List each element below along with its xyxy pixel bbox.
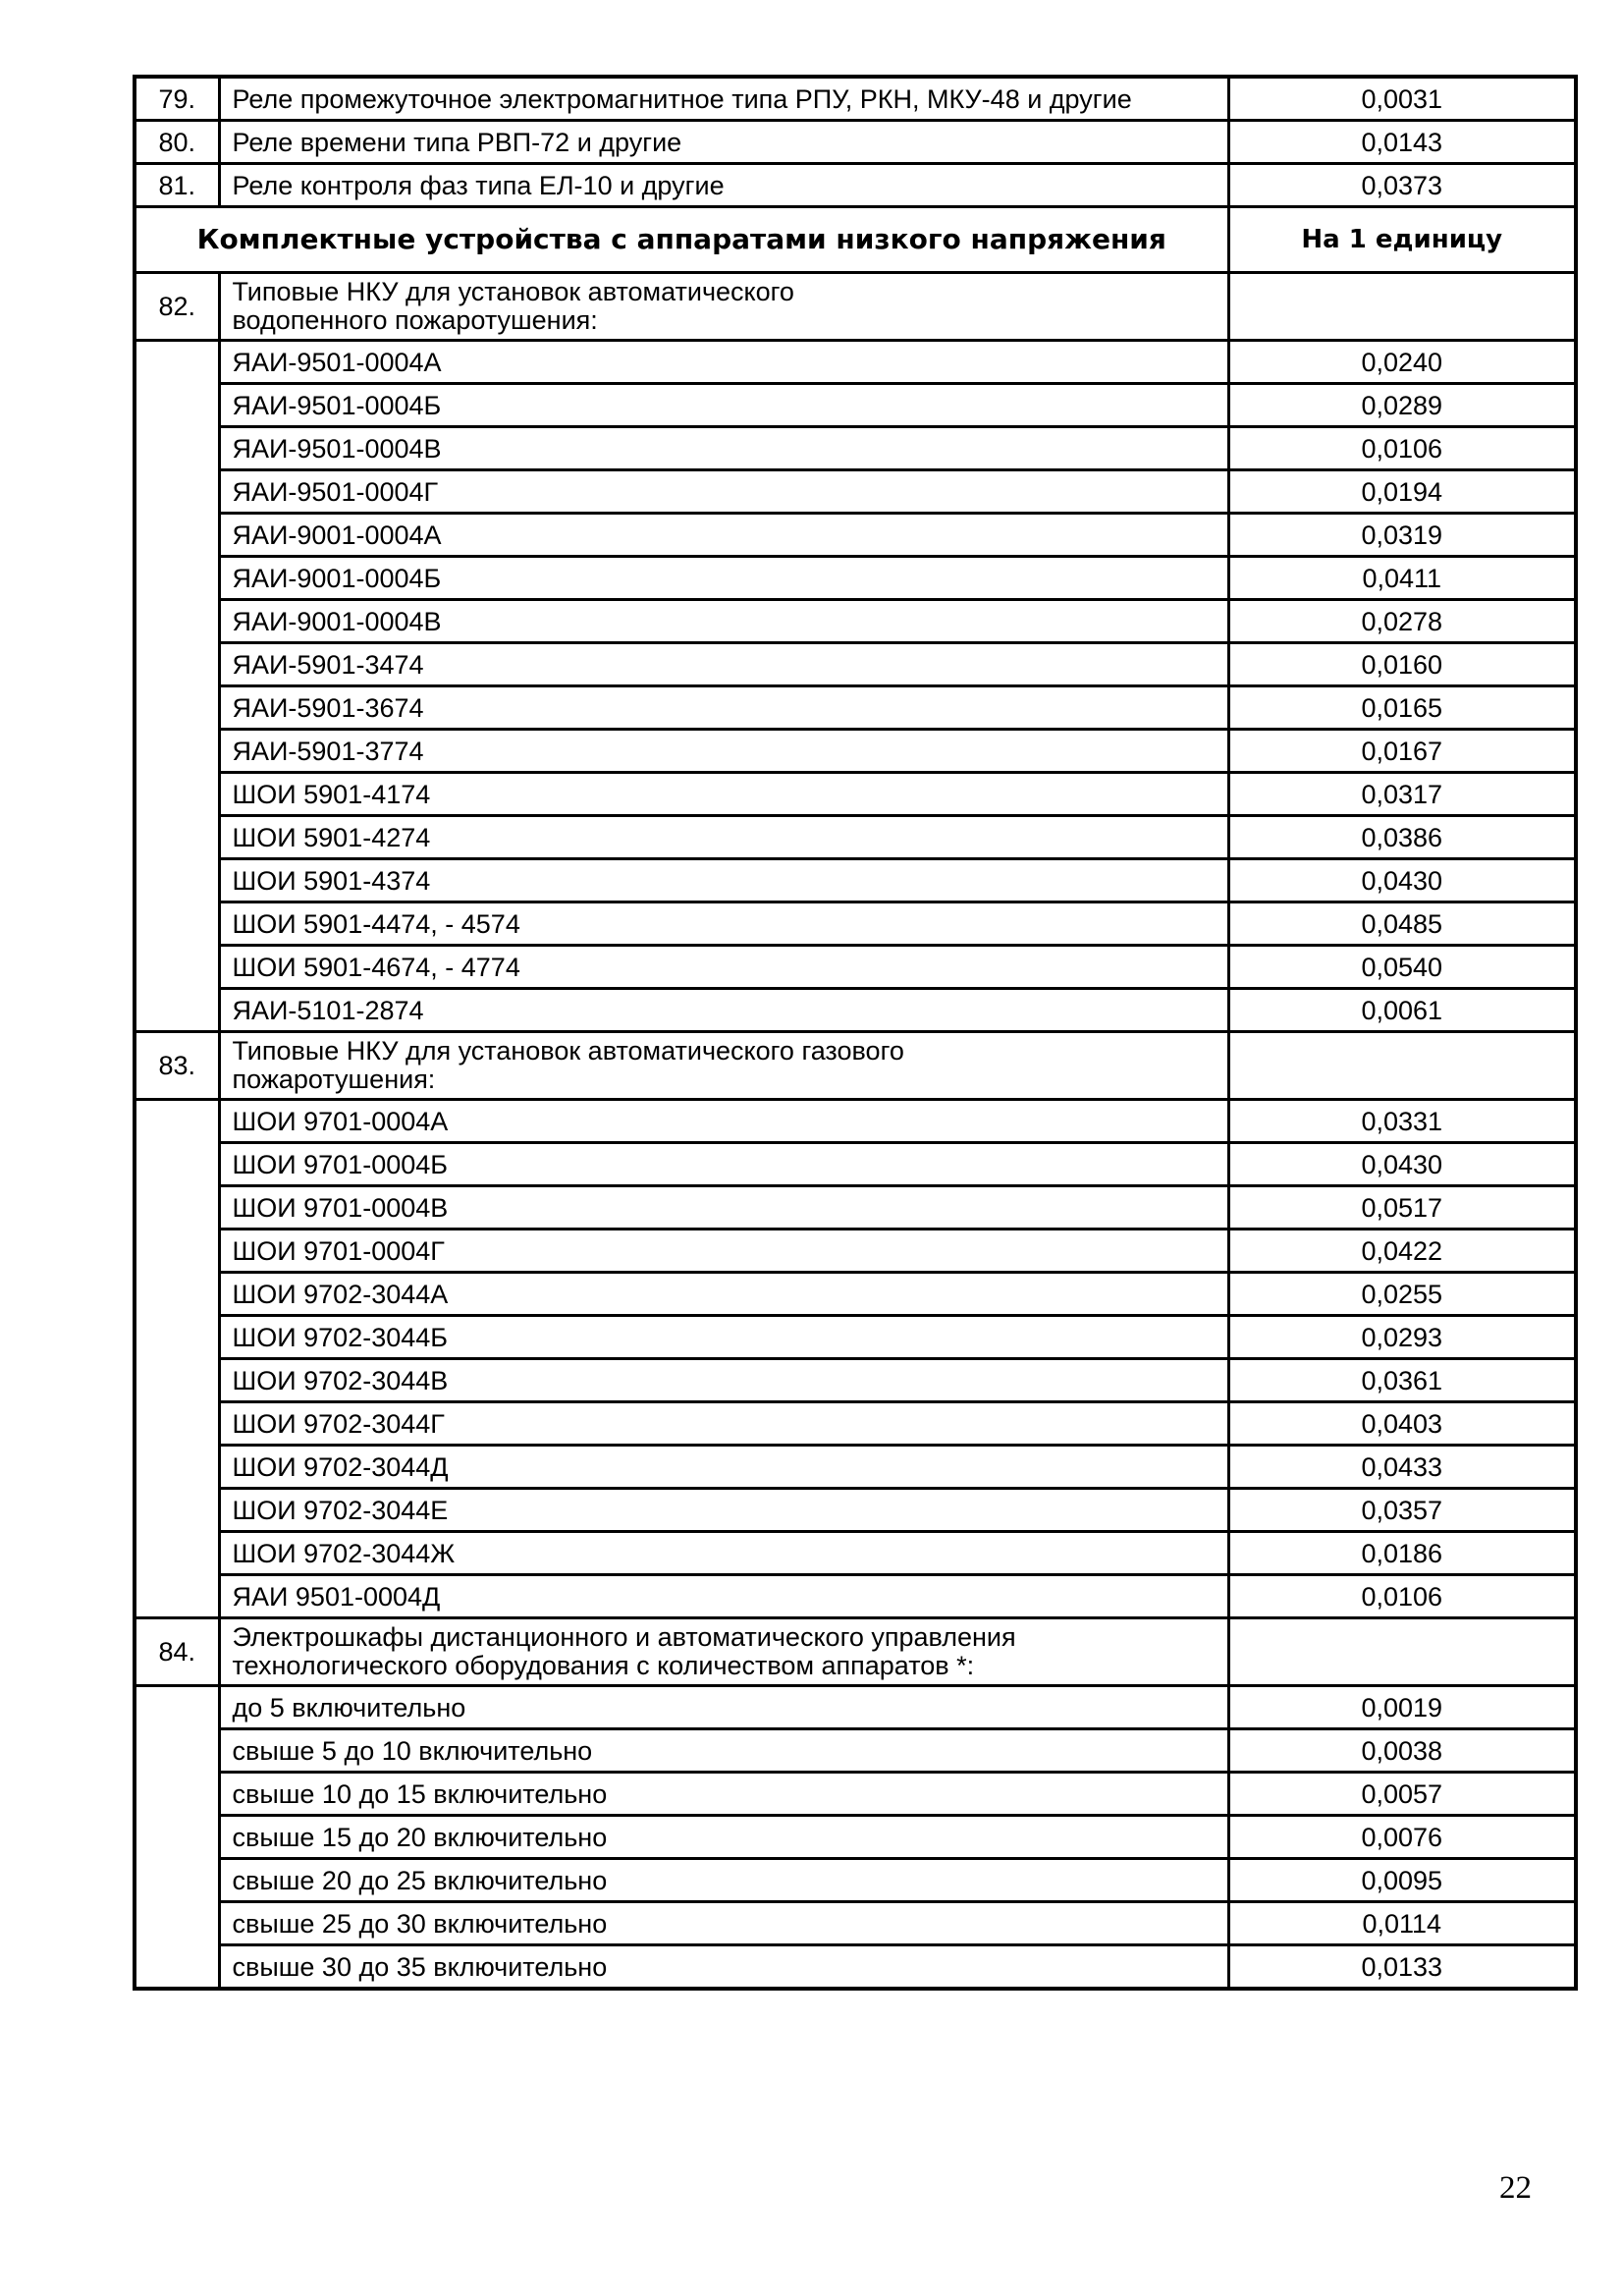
table-row <box>135 1902 1576 1945</box>
item-name: ЯАИ-9501-0004А <box>219 341 1228 384</box>
table-row <box>135 643 1576 686</box>
row-name: Реле времени типа РВП-72 и другие <box>219 121 1228 164</box>
item-name: ЯАИ-5901-3674 <box>219 686 1228 730</box>
item-value: 0,0433 <box>1228 1446 1576 1489</box>
table-row <box>135 1489 1576 1532</box>
table-row <box>135 989 1576 1032</box>
item-value: 0,0061 <box>1228 989 1576 1032</box>
item-value: 0,0357 <box>1228 1489 1576 1532</box>
row-name: Реле контроля фаз типа ЕЛ-10 и другие <box>219 164 1228 207</box>
item-value: 0,0422 <box>1228 1230 1576 1273</box>
item-value: 0,0485 <box>1228 902 1576 946</box>
group-title-line: водопенного пожаротушения: <box>232 305 598 335</box>
item-value: 0,0114 <box>1228 1902 1576 1945</box>
item-value: 0,0411 <box>1228 557 1576 600</box>
item-value: 0,0517 <box>1228 1186 1576 1230</box>
row-number: 80. <box>135 121 219 164</box>
equipment-norms-table <box>133 75 1578 1991</box>
item-value: 0,0255 <box>1228 1273 1576 1316</box>
item-value: 0,0160 <box>1228 643 1576 686</box>
row-value: 0,0373 <box>1228 164 1576 207</box>
group-title-line: Типовые НКУ для установок автоматического газового <box>232 1036 904 1066</box>
document-table-container <box>133 75 1574 1991</box>
item-value: 0,0386 <box>1228 816 1576 859</box>
table-row <box>135 816 1576 859</box>
group-title <box>219 1618 1228 1686</box>
item-name: свыше 15 до 20 включительно <box>219 1816 1228 1859</box>
item-name: ШОИ 5901-4674, - 4774 <box>219 946 1228 989</box>
item-value: 0,0361 <box>1228 1359 1576 1402</box>
item-value: 0,0540 <box>1228 946 1576 989</box>
table-row <box>135 557 1576 600</box>
group-title <box>219 273 1228 341</box>
table-row <box>135 1359 1576 1402</box>
item-name: ЯАИ-9001-0004А <box>219 514 1228 557</box>
item-value: 0,0331 <box>1228 1100 1576 1143</box>
item-name: ЯАИ-5101-2874 <box>219 989 1228 1032</box>
table-row <box>135 859 1576 902</box>
item-value: 0,0430 <box>1228 859 1576 902</box>
table-body <box>135 77 1576 1989</box>
item-name: ШОИ 9701-0004Г <box>219 1230 1228 1273</box>
table-row <box>135 773 1576 816</box>
table-row <box>135 1143 1576 1186</box>
group-title-line: пожаротушения: <box>232 1065 436 1094</box>
item-name: до 5 включительно <box>219 1686 1228 1729</box>
item-name: ШОИ 5901-4274 <box>219 816 1228 859</box>
item-name: ШОИ 9702-3044А <box>219 1273 1228 1316</box>
item-name: ШОИ 9702-3044Б <box>219 1316 1228 1359</box>
table-row <box>135 341 1576 384</box>
section-unit: На 1 единицу <box>1228 207 1576 273</box>
table-row <box>135 1402 1576 1446</box>
group-title-line: технологического оборудования с количеством аппаратов *: <box>232 1651 975 1680</box>
item-name: ЯАИ-9501-0004Г <box>219 470 1228 514</box>
item-value: 0,0186 <box>1228 1532 1576 1575</box>
table-row <box>135 1273 1576 1316</box>
group-number: 83. <box>135 1032 219 1100</box>
item-name: ШОИ 9702-3044Ж <box>219 1532 1228 1575</box>
item-name: ЯАИ-5901-3474 <box>219 643 1228 686</box>
group-number-spacer <box>135 341 219 1032</box>
item-value: 0,0038 <box>1228 1729 1576 1773</box>
group-value-empty <box>1228 1618 1576 1686</box>
table-row <box>135 1773 1576 1816</box>
table-row <box>135 1575 1576 1618</box>
group-value-empty <box>1228 273 1576 341</box>
item-value: 0,0430 <box>1228 1143 1576 1186</box>
table-row <box>135 730 1576 773</box>
group-title-row <box>135 1618 1576 1686</box>
item-value: 0,0106 <box>1228 427 1576 470</box>
table-row <box>135 686 1576 730</box>
item-name: ЯАИ 9501-0004Д <box>219 1575 1228 1618</box>
item-name: ШОИ 9702-3044Д <box>219 1446 1228 1489</box>
item-value: 0,0076 <box>1228 1816 1576 1859</box>
item-name: свыше 20 до 25 включительно <box>219 1859 1228 1902</box>
item-name: ШОИ 9701-0004А <box>219 1100 1228 1143</box>
item-value: 0,0057 <box>1228 1773 1576 1816</box>
table-row <box>135 1945 1576 1990</box>
table-row <box>135 1686 1576 1729</box>
item-name: ЯАИ-9001-0004В <box>219 600 1228 643</box>
table-row <box>135 121 1576 164</box>
item-name: ЯАИ-9501-0004В <box>219 427 1228 470</box>
table-row <box>135 1186 1576 1230</box>
table-row <box>135 164 1576 207</box>
group-value-empty <box>1228 1032 1576 1100</box>
table-row <box>135 514 1576 557</box>
item-value: 0,0194 <box>1228 470 1576 514</box>
item-value: 0,0019 <box>1228 1686 1576 1729</box>
item-value: 0,0165 <box>1228 686 1576 730</box>
table-row <box>135 1729 1576 1773</box>
group-title-line: Типовые НКУ для установок автоматического <box>232 277 794 306</box>
group-title-line: Электрошкафы дистанционного и автоматического управления <box>232 1622 1016 1652</box>
page-number: 22 <box>1499 2170 1532 2206</box>
table-row <box>135 1100 1576 1143</box>
item-value: 0,0293 <box>1228 1316 1576 1359</box>
group-number: 84. <box>135 1618 219 1686</box>
item-value: 0,0133 <box>1228 1945 1576 1990</box>
table-row <box>135 1316 1576 1359</box>
item-value: 0,0106 <box>1228 1575 1576 1618</box>
item-value: 0,0167 <box>1228 730 1576 773</box>
table-row <box>135 384 1576 427</box>
group-title <box>219 1032 1228 1100</box>
item-name: свыше 5 до 10 включительно <box>219 1729 1228 1773</box>
table-row <box>135 1859 1576 1902</box>
row-number: 79. <box>135 77 219 121</box>
table-row <box>135 427 1576 470</box>
table-row <box>135 1230 1576 1273</box>
table-row <box>135 1446 1576 1489</box>
item-name: ШОИ 5901-4474, - 4574 <box>219 902 1228 946</box>
section-title: Комплектные устройства с аппаратами низкого напряжения <box>135 207 1228 273</box>
table-row <box>135 1816 1576 1859</box>
group-title-row <box>135 273 1576 341</box>
item-value: 0,0403 <box>1228 1402 1576 1446</box>
item-name: ШОИ 9702-3044Е <box>219 1489 1228 1532</box>
item-name: ШОИ 9701-0004Б <box>219 1143 1228 1186</box>
row-number: 81. <box>135 164 219 207</box>
table-row <box>135 77 1576 121</box>
table-row <box>135 1532 1576 1575</box>
table-row <box>135 600 1576 643</box>
group-title-row <box>135 1032 1576 1100</box>
item-name: ШОИ 5901-4374 <box>219 859 1228 902</box>
item-value: 0,0278 <box>1228 600 1576 643</box>
item-name: ШОИ 9702-3044Г <box>219 1402 1228 1446</box>
item-name: ЯАИ-9501-0004Б <box>219 384 1228 427</box>
item-value: 0,0289 <box>1228 384 1576 427</box>
section-header-row <box>135 207 1576 273</box>
table-row <box>135 902 1576 946</box>
item-name: ШОИ 5901-4174 <box>219 773 1228 816</box>
item-name: ЯАИ-9001-0004Б <box>219 557 1228 600</box>
item-name: ШОИ 9702-3044В <box>219 1359 1228 1402</box>
table-row <box>135 470 1576 514</box>
item-value: 0,0317 <box>1228 773 1576 816</box>
group-number: 82. <box>135 273 219 341</box>
item-value: 0,0319 <box>1228 514 1576 557</box>
row-value: 0,0031 <box>1228 77 1576 121</box>
group-number-spacer <box>135 1100 219 1618</box>
item-name: свыше 25 до 30 включительно <box>219 1902 1228 1945</box>
item-name: ШОИ 9701-0004В <box>219 1186 1228 1230</box>
item-value: 0,0095 <box>1228 1859 1576 1902</box>
item-value: 0,0240 <box>1228 341 1576 384</box>
item-name: свыше 10 до 15 включительно <box>219 1773 1228 1816</box>
row-name: Реле промежуточное электромагнитное типа РПУ, РКН, МКУ-48 и другие <box>219 77 1228 121</box>
table-row <box>135 946 1576 989</box>
item-name: ЯАИ-5901-3774 <box>219 730 1228 773</box>
row-value: 0,0143 <box>1228 121 1576 164</box>
item-name: свыше 30 до 35 включительно <box>219 1945 1228 1990</box>
group-number-spacer <box>135 1686 219 1990</box>
